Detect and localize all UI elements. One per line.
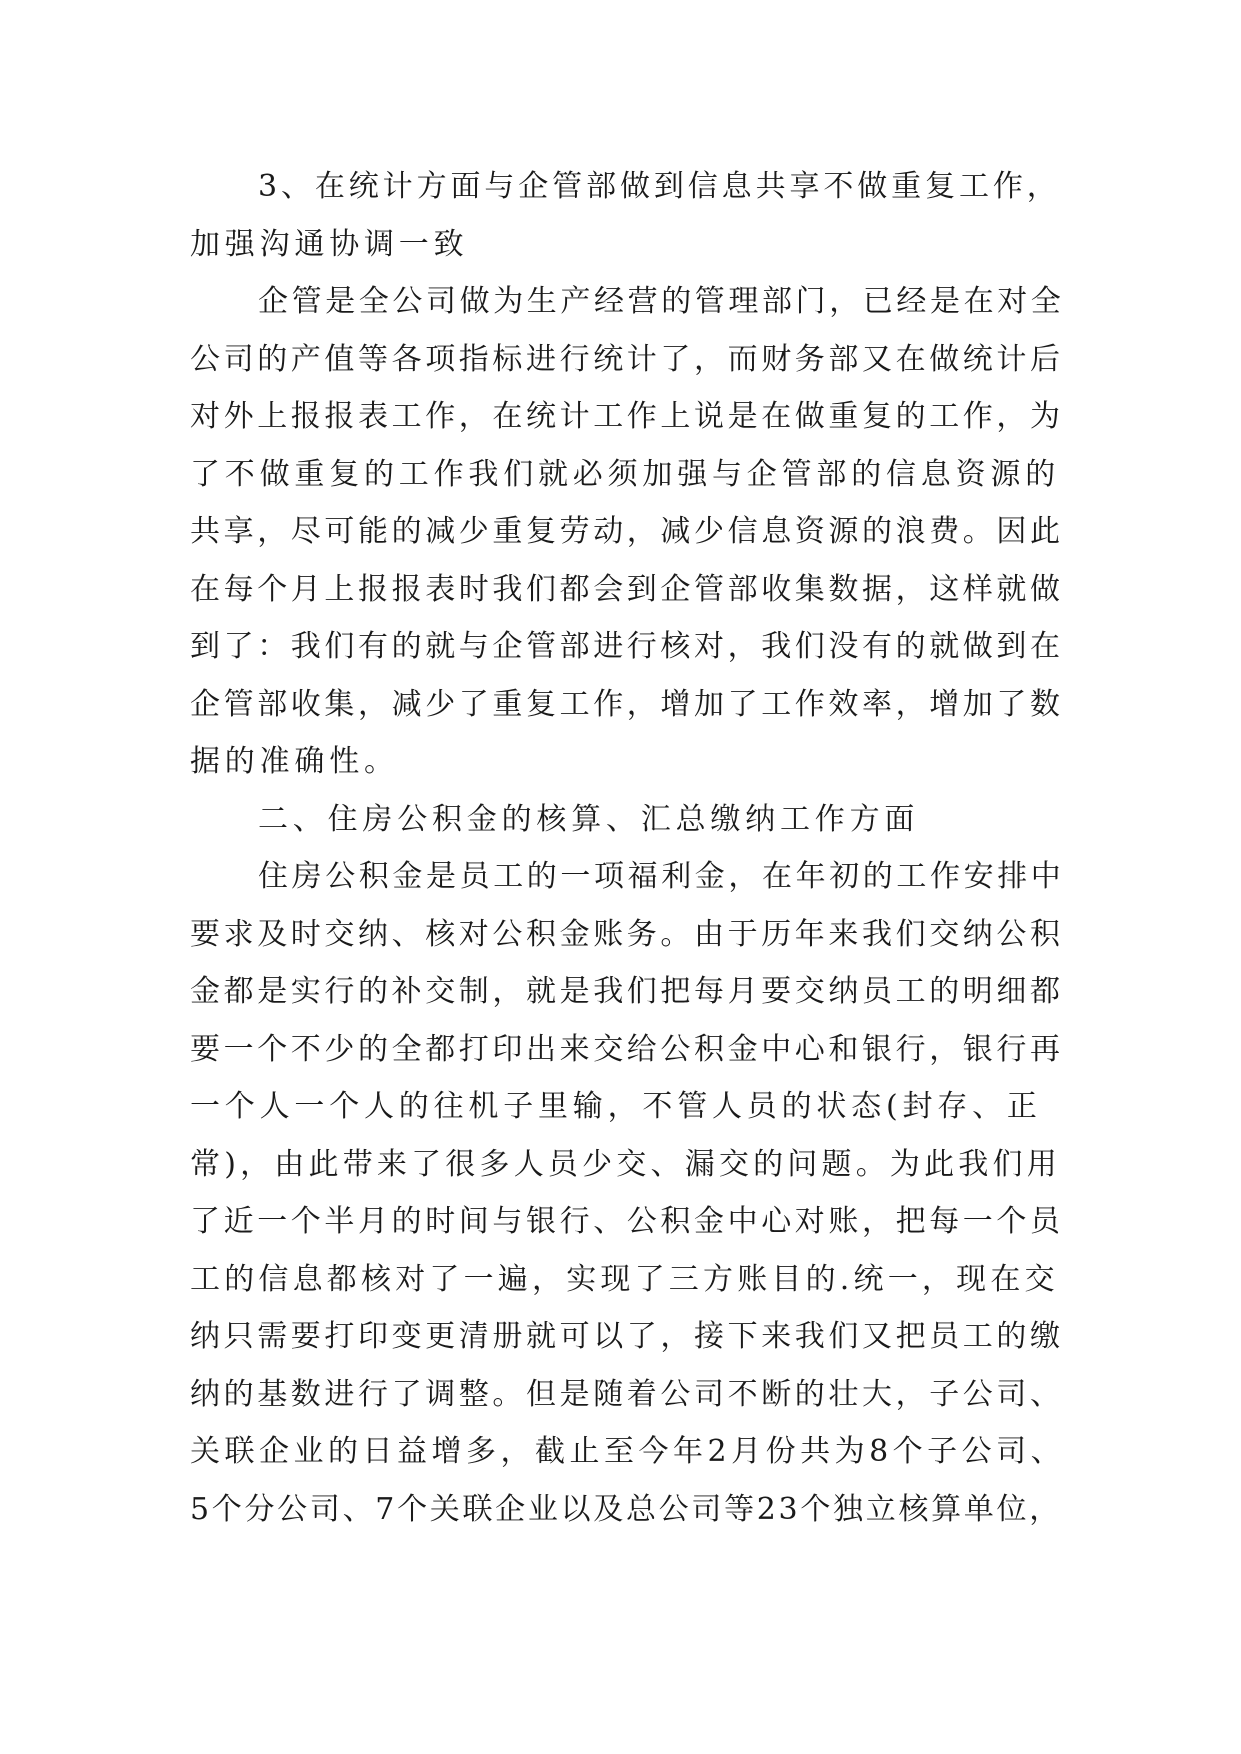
text-line: 纳的基数进行了调整。但是随着公司不断的壮大，子公司、 [190, 1376, 1064, 1412]
text-line: 企管部收集，减少了重复工作，增加了工作效率，增加了数 [190, 686, 1064, 722]
text-line: 在每个月上报报表时我们都会到企管部收集数据，这样就做 [190, 571, 1064, 607]
text-line: 要求及时交纳、核对公积金账务。由于历年来我们交纳公积 [190, 916, 1064, 952]
document-body [190, 158, 1066, 1538]
text-line: 对外上报报表工作，在统计工作上说是在做重复的工作，为 [190, 399, 1064, 434]
text-line: 工的信息都核对了一遍，实现了三方账目的.统一，现在交 [190, 1261, 1059, 1297]
text-line: 到了：我们有的就与企管部进行核对，我们没有的就做到在 [190, 629, 1064, 664]
text-line: 常)，由此带来了很多人员少交、漏交的问题。为此我们用 [190, 1146, 1061, 1182]
text-line: 共享，尽可能的减少重复劳动，减少信息资源的浪费。因此 [190, 514, 1064, 549]
text-line: 据的准确性。 [190, 744, 399, 779]
text-line: 加强沟通协调一致 [190, 226, 469, 262]
text-line: 关联企业的日益增多，截止至今年2月份共为8个子公司、 [190, 1434, 1066, 1469]
text-line: 金都是实行的补交制，就是我们把每月要交纳员工的明细都 [190, 974, 1064, 1009]
text-line: 一个人一个人的往机子里输，不管人员的状态(封存、正 [190, 1089, 1042, 1124]
text-line: 企管是全公司做为生产经营的管理部门，已经是在对全 [258, 284, 1065, 319]
text-line: 了近一个半月的时间与银行、公积金中心对账，把每一个员 [190, 1204, 1064, 1239]
text-line: 5个分公司、7个关联企业以及总公司等23个独立核算单位， [190, 1491, 1062, 1527]
text-line: 公司的产值等各项指标进行统计了，而财务部又在做统计后 [190, 341, 1064, 377]
text-line: 住房公积金是员工的一项福利金，在年初的工作安排中 [258, 859, 1065, 894]
text-line: 3、在统计方面与企管部做到信息共享不做重复工作， [258, 169, 1061, 204]
text-line: 了不做重复的工作我们就必须加强与企管部的信息资源的 [190, 456, 1060, 492]
section-heading: 二、住房公积金的核算、汇总缴纳工作方面 [258, 801, 920, 837]
text-line: 要一个不少的全都打印出来交给公积金中心和银行，银行再 [190, 1031, 1064, 1067]
text-line: 纳只需要打印变更清册就可以了，接下来我们又把员工的缴 [190, 1319, 1064, 1354]
